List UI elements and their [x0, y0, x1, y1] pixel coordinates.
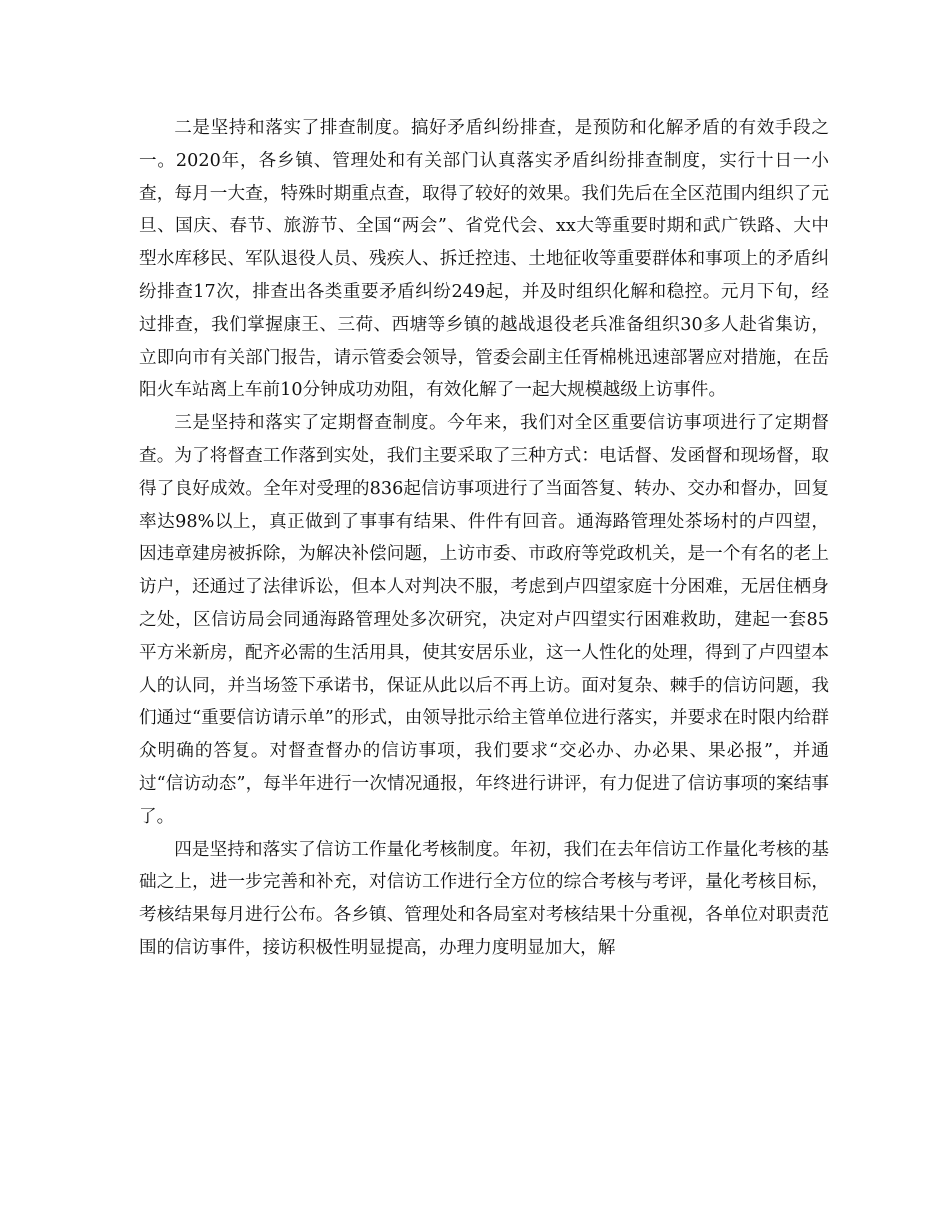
- paragraph-assessment-system: 四是坚持和落实了信访工作量化考核制度。年初，我们在去年信访工作量化考核的基础之上，进一步完善和补充，对信访工作进行全方位的综合考核与考评，量化考核目标，考核结果每月进行公布。各乡镇、管理处和各局室对考核结果十分重视，各单位对职责范围的信访事件，接访积极性明显提高，办理力度明显加大，解: [139, 839, 829, 958]
- paragraph-supervision-system: 三是坚持和落实了定期督查制度。今年来，我们对全区重要信访事项进行了定期督查。为了将督查工作落到实处，我们主要采取了三种方式：电话督、发函督和现场督，取得了良好成效。全年对受理的836起信访事项进行了当面答复、转办、交办和督办，回复率达98%以上，真正做到了事事有结果、件件有回音。通海路管理处茶场村的卢四望，因违章建房被拆除，为解决补偿问题，上访市委、市政府等党政机关，是一个有名的老上访户，还通过了法律诉讼，但本人对判决不服，考虑到卢四望家庭十分困难，无居住栖身之处，区信访局会同通海路管理处多次研究，决定对卢四望实行困难救助，建起一套85平方米新房，配齐必需的生活用具，使其安居乐业，这一人性化的处理，得到了卢四望本人的认同，并当场签下承诺书，保证从此以后不再上访。面对复杂、棘手的信访问题，我们通过“重要信访请示单”的形式，由领导批示给主管单位进行落实，并要求在时限内给群众明确的答复。对督查督办的信访事项，我们要求“交必办、办必果、果必报”，并通过“信访动态”，每半年进行一次情况通报，年终进行讲评，有力促进了信访事项的案结事了。: [139, 413, 829, 827]
- document-body: [139, 112, 829, 965]
- paragraph-investigation-system: 二是坚持和落实了排查制度。搞好矛盾纠纷排查，是预防和化解矛盾的有效手段之一。2020年，各乡镇、管理处和有关部门认真落实矛盾纠纷排查制度，实行十日一小查，每月一大查，特殊时期重点查，取得了较好的效果。我们先后在全区范围内组织了元旦、国庆、春节、旅游节、全国“两会”、省党代会、xx大等重要时期和武广铁路、大中型水库移民、军队退役人员、残疾人、拆迁控违、土地征收等重要群体和事项上的矛盾纠纷排查17次，排查出各类重要矛盾纠纷249起，并及时组织化解和稳控。元月下旬，经过排查，我们掌握康王、三荷、西塘等乡镇的越战退役老兵准备组织30多人赴省集访，立即向市有关部门报告，请示管委会领导，管委会副主任胥棉桃迅速部署应对措施，在岳阳火车站离上车前10分钟成功劝阻，有效化解了一起大规模越级上访事件。: [139, 118, 829, 401]
